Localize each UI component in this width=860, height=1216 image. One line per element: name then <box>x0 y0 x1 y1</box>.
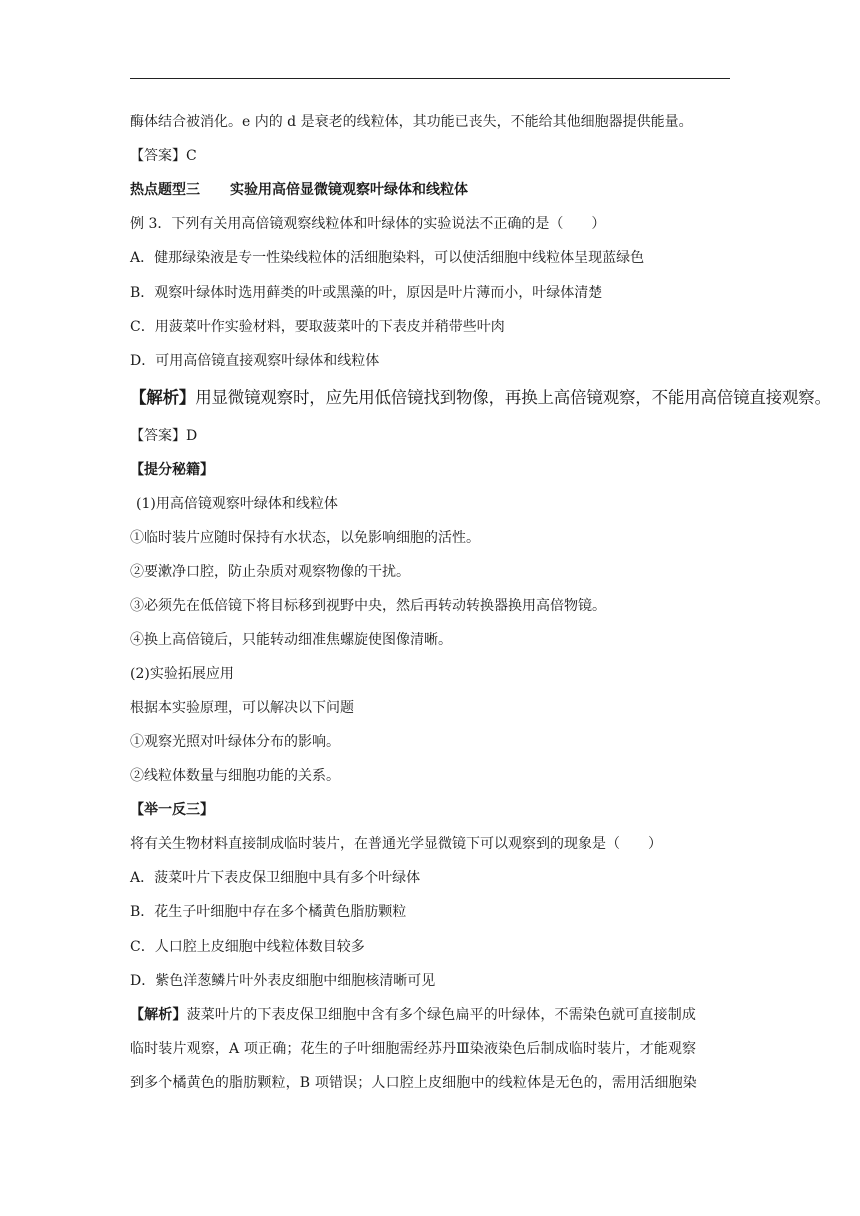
section-heading <box>130 180 468 200</box>
answer-line: 【答案】C <box>130 148 197 164</box>
option-a: A．健那绿染液是专一性染线粒体的活细胞染料，可以使活细胞中线粒体呈现蓝绿色 <box>130 250 645 266</box>
practice-option-c: C．人口腔上皮细胞中线粒体数目较多 <box>130 939 365 955</box>
analysis-line <box>130 388 831 408</box>
practice-option-b: B．花生子叶细胞中存在多个橘黄色脂肪颗粒 <box>130 904 407 920</box>
analysis-text: 用显微镜观察时，应先用低倍镜找到物像，再换上高倍镜观察，不能用高倍镜直接观察。 <box>195 388 831 407</box>
practice-analysis-line: 临时装片观察，A 项正确；花生的子叶细胞需经苏丹Ⅲ染液染色后制成临时装片，才能观察 <box>130 1041 697 1057</box>
tip-item: ③必须先在低倍镜下将目标移到视野中央，然后再转动转换器换用高倍物镜。 <box>130 598 606 614</box>
tip-item: ①观察光照对叶绿体分布的影响。 <box>130 734 340 750</box>
text-line: 酶体结合被消化。e 内的 d 是衰老的线粒体，其功能已丧失，不能给其他细胞器提供能量。 <box>130 114 693 130</box>
practice-analysis-label: 【解析】 <box>130 1007 187 1023</box>
practice-option-d: D．紫色洋葱鳞片叶外表皮细胞中细胞核清晰可见 <box>130 973 436 989</box>
practice-title: 【举一反三】 <box>130 802 214 818</box>
option-d: D．可用高倍镜直接观察叶绿体和线粒体 <box>130 353 380 369</box>
section-heading-title: 实验用高倍显微镜观察叶绿体和线粒体 <box>230 182 468 198</box>
analysis-label: 【解析】 <box>130 388 196 407</box>
tip-item: ①临时装片应随时保持有水状态，以免影响细胞的活性。 <box>130 530 480 546</box>
tip-item: ②要漱净口腔，防止杂质对观察物像的干扰。 <box>130 564 410 580</box>
tip-intro: 根据本实验原理，可以解决以下问题 <box>130 700 354 716</box>
practice-question: 将有关生物材料直接制成临时装片，在普通光学显微镜下可以观察到的现象是（ ） <box>130 836 662 852</box>
header-rule <box>130 78 730 79</box>
practice-analysis-line <box>130 1005 696 1025</box>
option-c: C．用菠菜叶作实验材料，要取菠菜叶的下表皮并稍带些叶肉 <box>130 319 505 335</box>
option-b: B．观察叶绿体时选用藓类的叶或黑藻的叶，原因是叶片薄而小，叶绿体清楚 <box>130 285 603 301</box>
tips-title: 【提分秘籍】 <box>130 462 214 478</box>
practice-analysis-text: 菠菜叶片的下表皮保卫细胞中含有多个绿色扁平的叶绿体，不需染色就可直接制成 <box>186 1007 697 1023</box>
tip-item: ④换上高倍镜后，只能转动细准焦螺旋使图像清晰。 <box>130 632 452 648</box>
tip-section-title: (2)实验拓展应用 <box>130 666 234 682</box>
practice-analysis-line: 到多个橘黄色的脂肪颗粒，B 项错误；人口腔上皮细胞中的线粒体是无色的，需用活细胞染 <box>130 1075 697 1091</box>
answer-line: 【答案】D <box>130 428 198 444</box>
example-question: 例 3．下列有关用高倍镜观察线粒体和叶绿体的实验说法不正确的是（ ） <box>130 216 606 232</box>
tip-item: ②线粒体数量与细胞功能的关系。 <box>130 768 340 784</box>
section-heading-label: 热点题型三 <box>130 182 200 198</box>
tip-section-title: (1)用高倍镜观察叶绿体和线粒体 <box>136 496 338 512</box>
practice-option-a: A．菠菜叶片下表皮保卫细胞中具有多个叶绿体 <box>130 870 421 886</box>
